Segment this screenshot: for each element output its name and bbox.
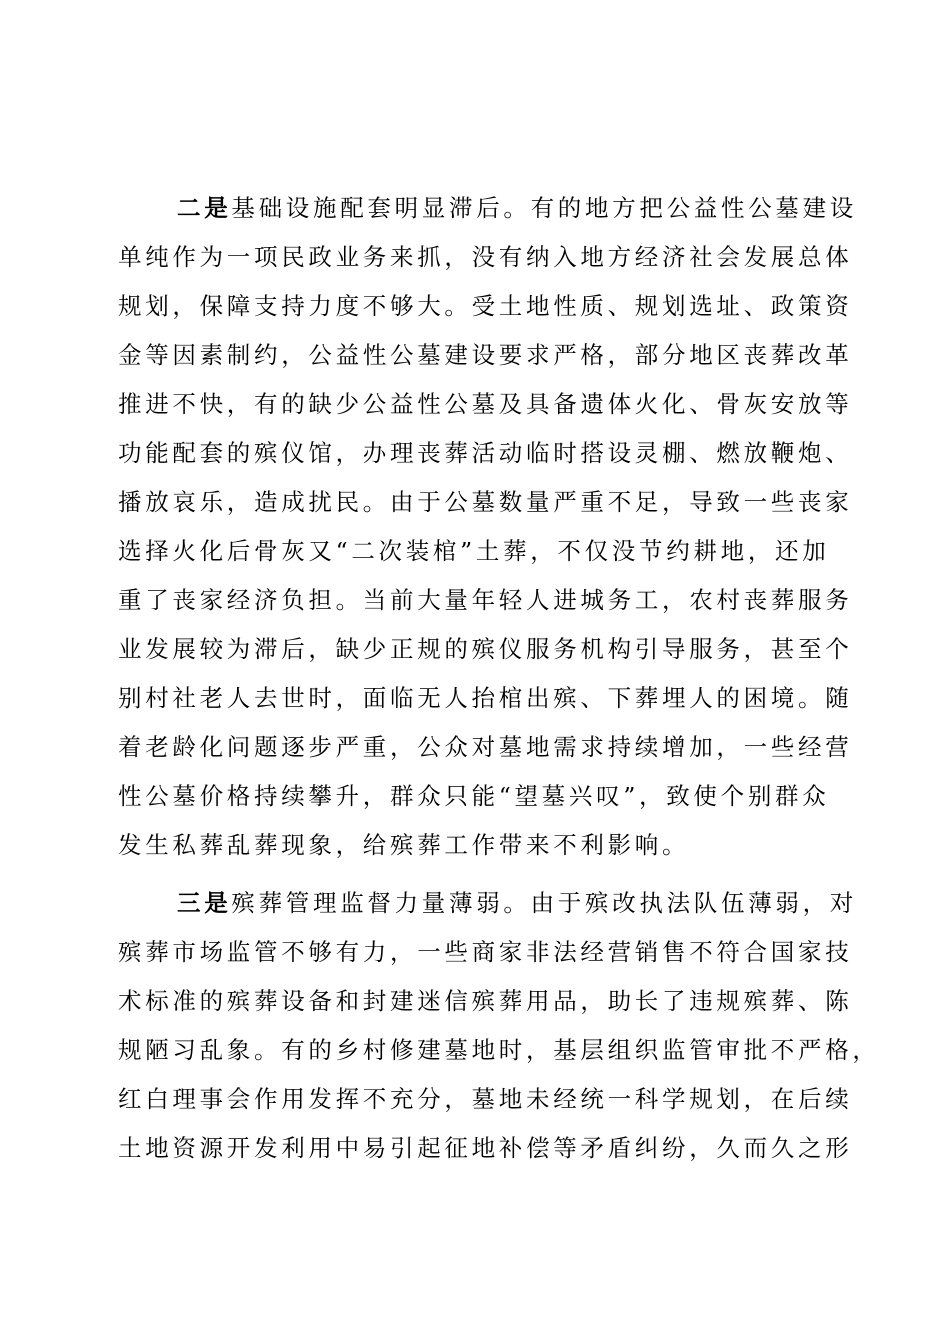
text-line: 业发展较为滞后，缺少正规的殡仪服务机构引导服务，甚至个 (118, 635, 853, 663)
text-line: 单纯作为一项民政业务来抓，没有纳入地方经济社会发展总体 (118, 243, 853, 271)
text-line: 红白理事会作用发挥不充分，墓地未经统一科学规划，在后续 (118, 1085, 853, 1113)
text-line: 殡葬管理监督力量薄弱。由于殡改执法队伍薄弱，对 (231, 889, 858, 917)
text-line: 选择火化后骨灰又“二次装棺”土葬，不仅没节约耕地，还加 (118, 537, 830, 565)
paragraph-first-line (177, 883, 857, 923)
text-line: 规陋习乱象。有的乡村修建墓地时，基层组织监管审批不严格， (118, 1036, 880, 1064)
paragraph-first-line (177, 188, 857, 228)
paragraph-lead-term: 三是 (177, 889, 232, 917)
text-line: 别村社老人去世时，面临无人抬棺出殡、下葬埋人的困境。随 (118, 684, 853, 712)
text-line: 金等因素制约，公益性公墓建设要求严格，部分地区丧葬改革 (118, 341, 853, 369)
text-line: 重了丧家经济负担。当前大量年轻人进城务工，农村丧葬服务 (118, 586, 853, 614)
paragraph-lead-term: 二是 (177, 194, 232, 222)
text-line: 发生私葬乱葬现象，给殡葬工作带来不利影响。 (118, 831, 690, 859)
text-line: 性公墓价格持续攀升，群众只能“望墓兴叹”，致使个别群众 (118, 782, 830, 810)
text-line: 基础设施配套明显滞后。有的地方把公益性公墓建设 (231, 194, 858, 222)
text-line: 推进不快，有的缺少公益性公墓及具备遗体火化、骨灰安放等 (118, 390, 853, 418)
text-line: 殡葬市场监管不够有力，一些商家非法经营销售不符合国家技 (118, 938, 853, 966)
text-line: 术标准的殡葬设备和封建迷信殡葬用品，助长了违规殡葬、陈 (118, 987, 853, 1015)
text-line: 播放哀乐，造成扰民。由于公墓数量严重不足，导致一些丧家 (118, 488, 853, 516)
text-line: 功能配套的殡仪馆，办理丧葬活动临时搭设灵棚、燃放鞭炮、 (118, 439, 853, 467)
text-line: 规划，保障支持力度不够大。受土地性质、规划选址、政策资 (118, 292, 853, 320)
text-line: 着老龄化问题逐步严重，公众对墓地需求持续增加，一些经营 (118, 733, 853, 761)
text-line: 土地资源开发利用中易引起征地补偿等矛盾纠纷，久而久之形 (118, 1134, 853, 1162)
